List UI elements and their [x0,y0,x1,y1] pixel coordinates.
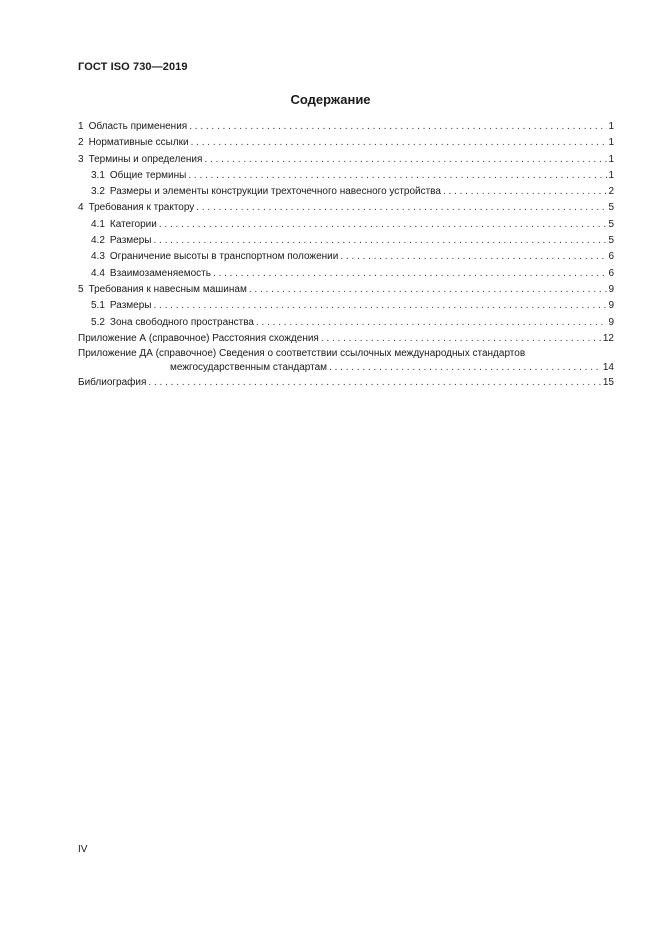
toc-entry-number: 1 [78,121,84,132]
toc-subentry[interactable] [78,184,614,200]
toc-entry-page: 5 [608,235,614,247]
toc-subentry[interactable] [78,315,614,331]
toc-entry[interactable] [78,152,614,168]
toc-entry-number: 3.2 [91,186,105,198]
toc-entry-number: 5 [78,283,84,295]
toc-subentry[interactable] [78,266,614,282]
toc-entry-label: Размеры [109,235,152,247]
toc-entry[interactable] [78,282,614,298]
toc-dot-leader [148,375,601,391]
toc-dot-leader [196,200,607,216]
toc-entry-label-line1: Приложение ДА (справочное) Сведения о соответствии ссылочных международных стандартов [78,348,526,360]
toc-entry-continuation [78,360,614,375]
toc-entry-page: 9 [608,283,614,295]
toc-entry-page: 5 [608,218,614,230]
toc-subentry[interactable] [78,249,614,265]
toc-entry-label: Взаимозаменяемость [109,267,211,279]
toc-subentry[interactable] [78,168,614,184]
toc-entry-bibliography[interactable] [78,375,614,391]
toc-entry-page: 6 [608,251,614,263]
toc-entry[interactable] [78,119,614,135]
toc-entry-page: 15 [602,377,614,389]
toc-entry-number: 4.3 [91,251,105,263]
toc-entry-page: 1 [608,169,614,181]
toc-entry-appendix-da[interactable] [78,347,614,375]
toc-dot-leader [189,119,607,135]
toc-entry-label: Нормативные ссылки [88,137,189,149]
toc-subentry[interactable] [78,233,614,249]
toc-entry-page: 6 [608,267,614,279]
toc-entry-number: 4.1 [91,218,105,230]
toc-dot-leader [204,152,607,168]
toc-entry-label: Размеры [109,300,152,312]
toc-dot-leader [153,298,607,314]
toc-entry-number: 5.2 [91,316,105,328]
toc-entry-label-line2: межгосударственным стандартам [170,362,328,374]
toc-entry-label: Общие термины [109,169,187,181]
toc-entry-label: Требования к трактору [88,202,195,214]
toc-entry-page: 1 [608,153,614,165]
toc-dot-leader [153,233,607,249]
toc-entry-label: Приложение А (справочное) Расстояния схождения [78,332,319,344]
toc-entry-label: Размеры и элементы конструкции трехточечного навесного устройства [109,186,441,198]
toc-entry-number: 4.4 [91,267,105,279]
toc-entry-page: 9 [608,316,614,328]
table-of-contents [78,119,614,391]
toc-entry[interactable] [78,135,614,151]
toc-entry-label: Библиография [78,377,147,389]
toc-dot-leader [191,135,608,151]
toc-entry-label: Термины и определения [88,153,203,165]
toc-dot-leader [329,360,602,375]
toc-entry-page: 12 [602,332,614,344]
toc-dot-leader [159,217,608,233]
toc-entry-appendix-a[interactable] [78,331,614,347]
toc-entry-page: 14 [602,362,614,374]
toc-dot-leader [340,249,607,265]
toc-subentry[interactable] [78,298,614,314]
toc-entry-number: 2 [78,137,84,149]
toc-entry-page: 1 [608,121,614,132]
toc-entry-label: Область применения [88,121,188,132]
page-number: IV [78,844,88,855]
toc-entry-number: 4 [78,202,84,214]
toc-entry-page: 1 [608,137,614,149]
toc-entry-page: 2 [608,186,614,198]
toc-entry-number: 5.1 [91,300,105,312]
toc-dot-leader [321,331,602,347]
toc-entry-number: 3.1 [91,169,105,181]
toc-entry-page: 5 [608,202,614,214]
toc-dot-leader [443,184,607,200]
toc-entry-page: 9 [608,300,614,312]
toc-entry[interactable] [78,200,614,216]
toc-dot-leader [188,168,607,184]
toc-dot-leader [256,315,607,331]
toc-title: Содержание [290,92,371,107]
toc-dot-leader [249,282,608,298]
toc-subentry[interactable] [78,217,614,233]
toc-entry-label: Категории [109,218,157,230]
toc-entry-label: Требования к навесным машинам [88,283,247,295]
document-standard-header: ГОСТ ISO 730—2019 [78,61,188,73]
toc-entry-number: 3 [78,153,84,165]
toc-entry-label: Зона свободного пространства [109,316,254,328]
toc-entry-label: Ограничение высоты в транспортном положении [109,251,339,263]
toc-dot-leader [213,266,607,282]
toc-entry-number: 4.2 [91,235,105,247]
